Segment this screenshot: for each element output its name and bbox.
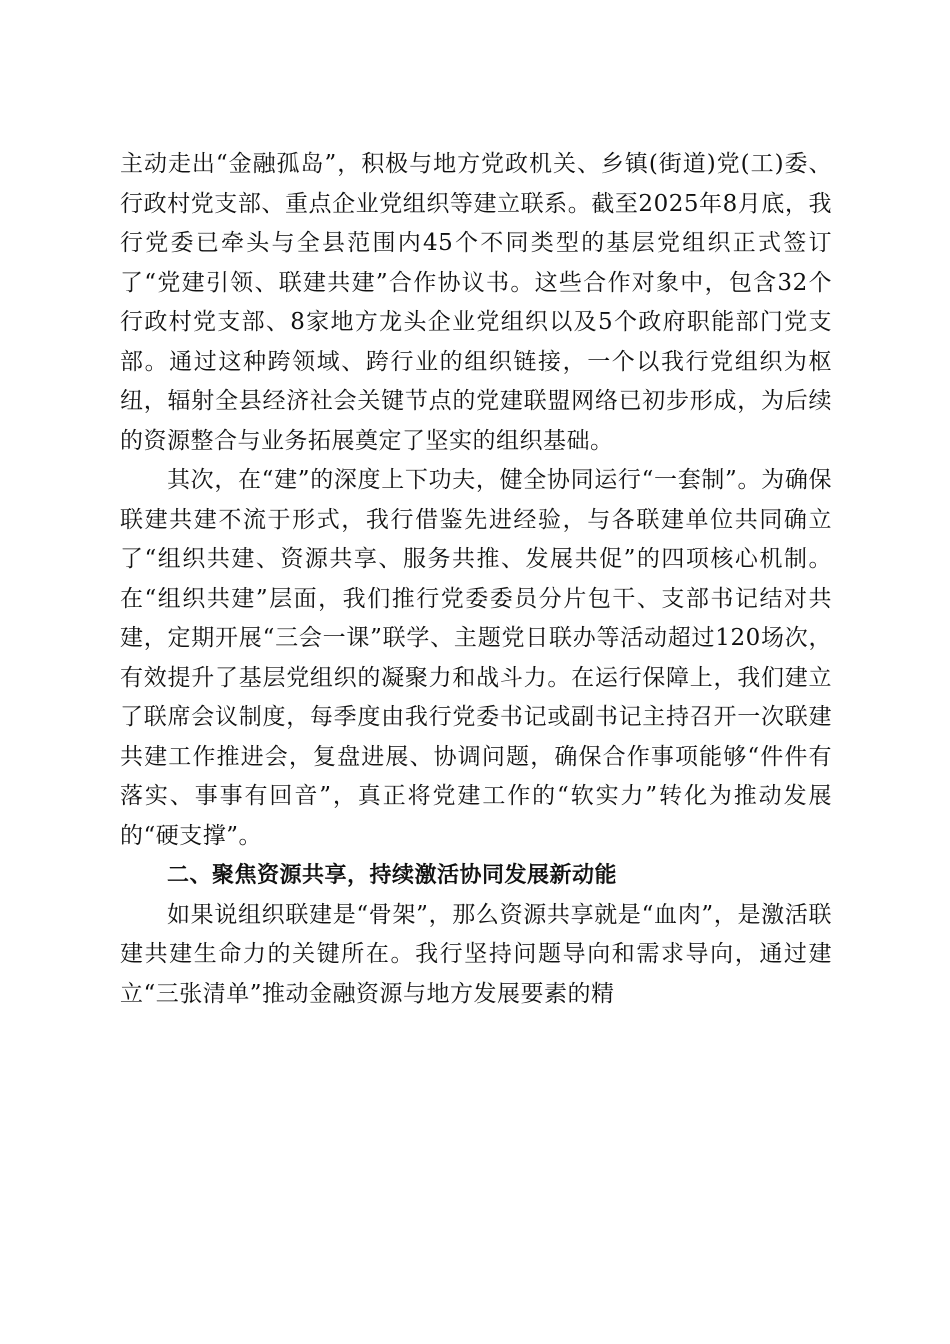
paragraph-organization-links: 主动走出“金融孤岛”，积极与地方党政机关、乡镇(街道)党(工)委、行政村党支部、重点企业党组织等建立联系。截至2025年8月底，我行党委已牵头与全县范围内45个不同类型的基层党组织正式签订了“党建引领、联建共建”合作协议书。这些合作对象中，包含32个行政村党支部、8家地方龙头企业党组织以及5个政府职能部门党支部。通过这种跨领域、跨行业的组织链接，一个以我行党组织为枢纽，辐射全县经济社会关键节点的党建联盟网络已初步形成，为后续的资源整合与业务拓展奠定了坚实的组织基础。 xyxy=(120,151,832,454)
paragraph-coordination-mechanism: 其次，在“建”的深度上下功夫，健全协同运行“一套制”。为确保联建共建不流于形式，我行借鉴先进经验，与各联建单位共同确立了“组织共建、资源共享、服务共推、发展共促”的四项核心机制。在“组织共建”层面，我们推行党委委员分片包干、支部书记结对共建，定期开展“三会一课”联学、主题党日联办等活动超过120场次，有效提升了基层党组织的凝聚力和战斗力。在运行保障上，我们建立了联席会议制度，每季度由我行党委书记或副书记主持召开一次联建共建工作推进会，复盘进展、协调问题，确保合作事项能够“件件有落实、事事有回音”，真正将党建工作的“软实力”转化为推动发展的“硬支撑”。 xyxy=(120,467,832,849)
section-heading: 二、聚焦资源共享，持续激活协同发展新动能 xyxy=(167,863,618,888)
document-body xyxy=(120,145,832,1014)
paragraph-resource-sharing: 如果说组织联建是“骨架”，那么资源共享就是“血肉”，是激活联建共建生命力的关键所在。我行坚持问题导向和需求导向，通过建立“三张清单”推动金融资源与地方发展要素的精 xyxy=(120,901,832,1007)
